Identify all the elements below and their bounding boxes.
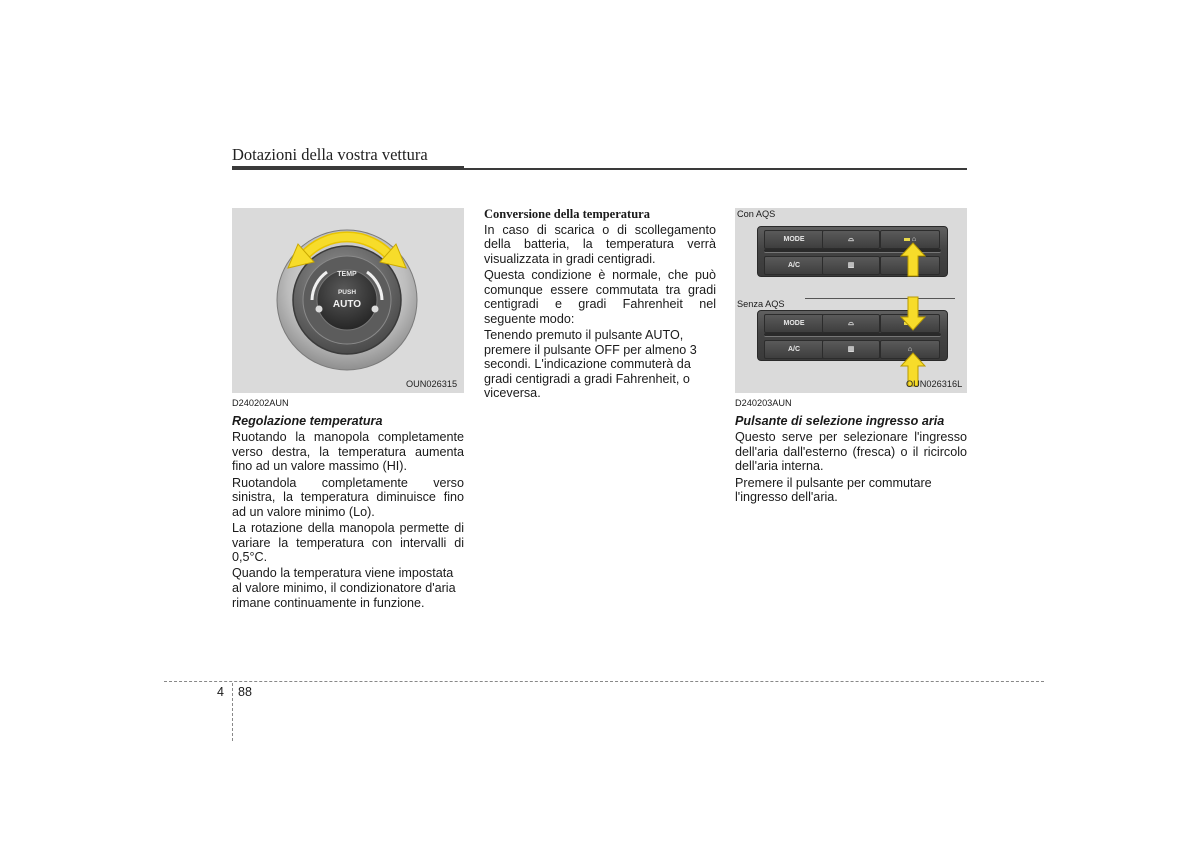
section-subtitle: Regolazione temperatura: [232, 413, 383, 428]
section-title: Conversione della temperatura: [484, 207, 650, 221]
rear-defrost-button[interactable]: [822, 340, 880, 359]
figure-code-left: OUN026315: [406, 379, 458, 389]
column-1: [232, 396, 464, 612]
section-code: D240203AUN: [735, 398, 792, 408]
column-2: [484, 207, 716, 403]
paragraph: Quando la temperatura viene impostata al valore minimo, il condizionatore d'aria rimane continuamente in funzione.: [232, 566, 456, 610]
page-number: 88: [238, 685, 252, 699]
arrow-up-icon: [900, 242, 926, 278]
rear-defrost-icon: ▥: [847, 262, 855, 269]
rear-defrost-button[interactable]: [822, 256, 880, 275]
chapter-number: 4: [217, 685, 224, 699]
paragraph: Ruotandola completamente verso sinistra, la temperatura diminuisce fino ad un valore minimo (Lo).: [232, 475, 464, 519]
section-subtitle: Pulsante di selezione ingresso aria: [735, 413, 945, 428]
header-bar: [232, 166, 464, 170]
ac-button[interactable]: A/C: [764, 340, 824, 359]
paragraph: La rotazione della manopola permette di variare la temperatura con intervalli di 0,5°C.: [232, 520, 464, 565]
column-3: [735, 396, 967, 506]
rear-defrost-icon: ▥: [847, 346, 855, 353]
paragraph: Questo serve per selezionare l'ingresso dell'aria dall'esterno (fresca) o il ricircolo dell'aria interna.: [735, 430, 967, 474]
footer-dashed-divider: [232, 683, 233, 741]
mode-button[interactable]: MODE: [764, 230, 824, 249]
knob-temp-label: TEMP: [337, 271, 357, 278]
ac-button[interactable]: A/C: [764, 256, 824, 275]
knob-push-label: PUSH: [337, 289, 357, 296]
fresh-air-icon: ⌂: [907, 346, 913, 353]
temperature-knob-illustration: [232, 208, 464, 393]
defrost-button[interactable]: [822, 230, 880, 249]
indicator-light: [904, 238, 910, 241]
paragraph: Premere il pulsante per commutare l'ingresso dell'aria.: [735, 475, 932, 505]
label-senza-aqs: Senza AQS: [737, 299, 785, 309]
arrow-down-icon: [900, 296, 926, 332]
paragraph: In caso di scarica o di scollegamento della batteria, la temperatura verrà visualizzata in gradi centigradi.: [484, 222, 716, 266]
figure-code-right: OUN026316L: [906, 379, 963, 389]
windshield-defrost-icon: ⌓: [848, 236, 854, 243]
windshield-defrost-icon: ⌓: [848, 320, 854, 327]
paragraph: Questa condizione è normale, che può comunque essere commutata tra gradi centigradi e gradi Fahrenheit nel seguente modo:: [484, 267, 716, 326]
temperature-knob-figure: [232, 208, 464, 393]
header-rule: [464, 168, 967, 170]
footer-dashed-line: [164, 681, 1044, 682]
air-recirculation-icon: ⌂: [911, 236, 917, 243]
defrost-button[interactable]: [822, 314, 880, 333]
figure-divider: [805, 298, 955, 299]
paragraph: Tenendo premuto il pulsante AUTO, premere il pulsante OFF per almeno 3 secondi. L'indicazione commuterà da gradi centigradi a gradi Fahrenheit, o viceversa.: [484, 327, 697, 401]
panel-separator: [764, 333, 941, 337]
label-con-aqs: Con AQS: [737, 209, 776, 219]
mode-button[interactable]: MODE: [764, 314, 824, 333]
knob-auto-label: AUTO: [332, 299, 362, 310]
section-code: D240202AUN: [232, 398, 289, 408]
header-title: Dotazioni della vostra vettura: [232, 145, 428, 164]
paragraph: Ruotando la manopola completamente verso destra, la temperatura aumenta fino ad un valore massimo (HI).: [232, 430, 464, 474]
